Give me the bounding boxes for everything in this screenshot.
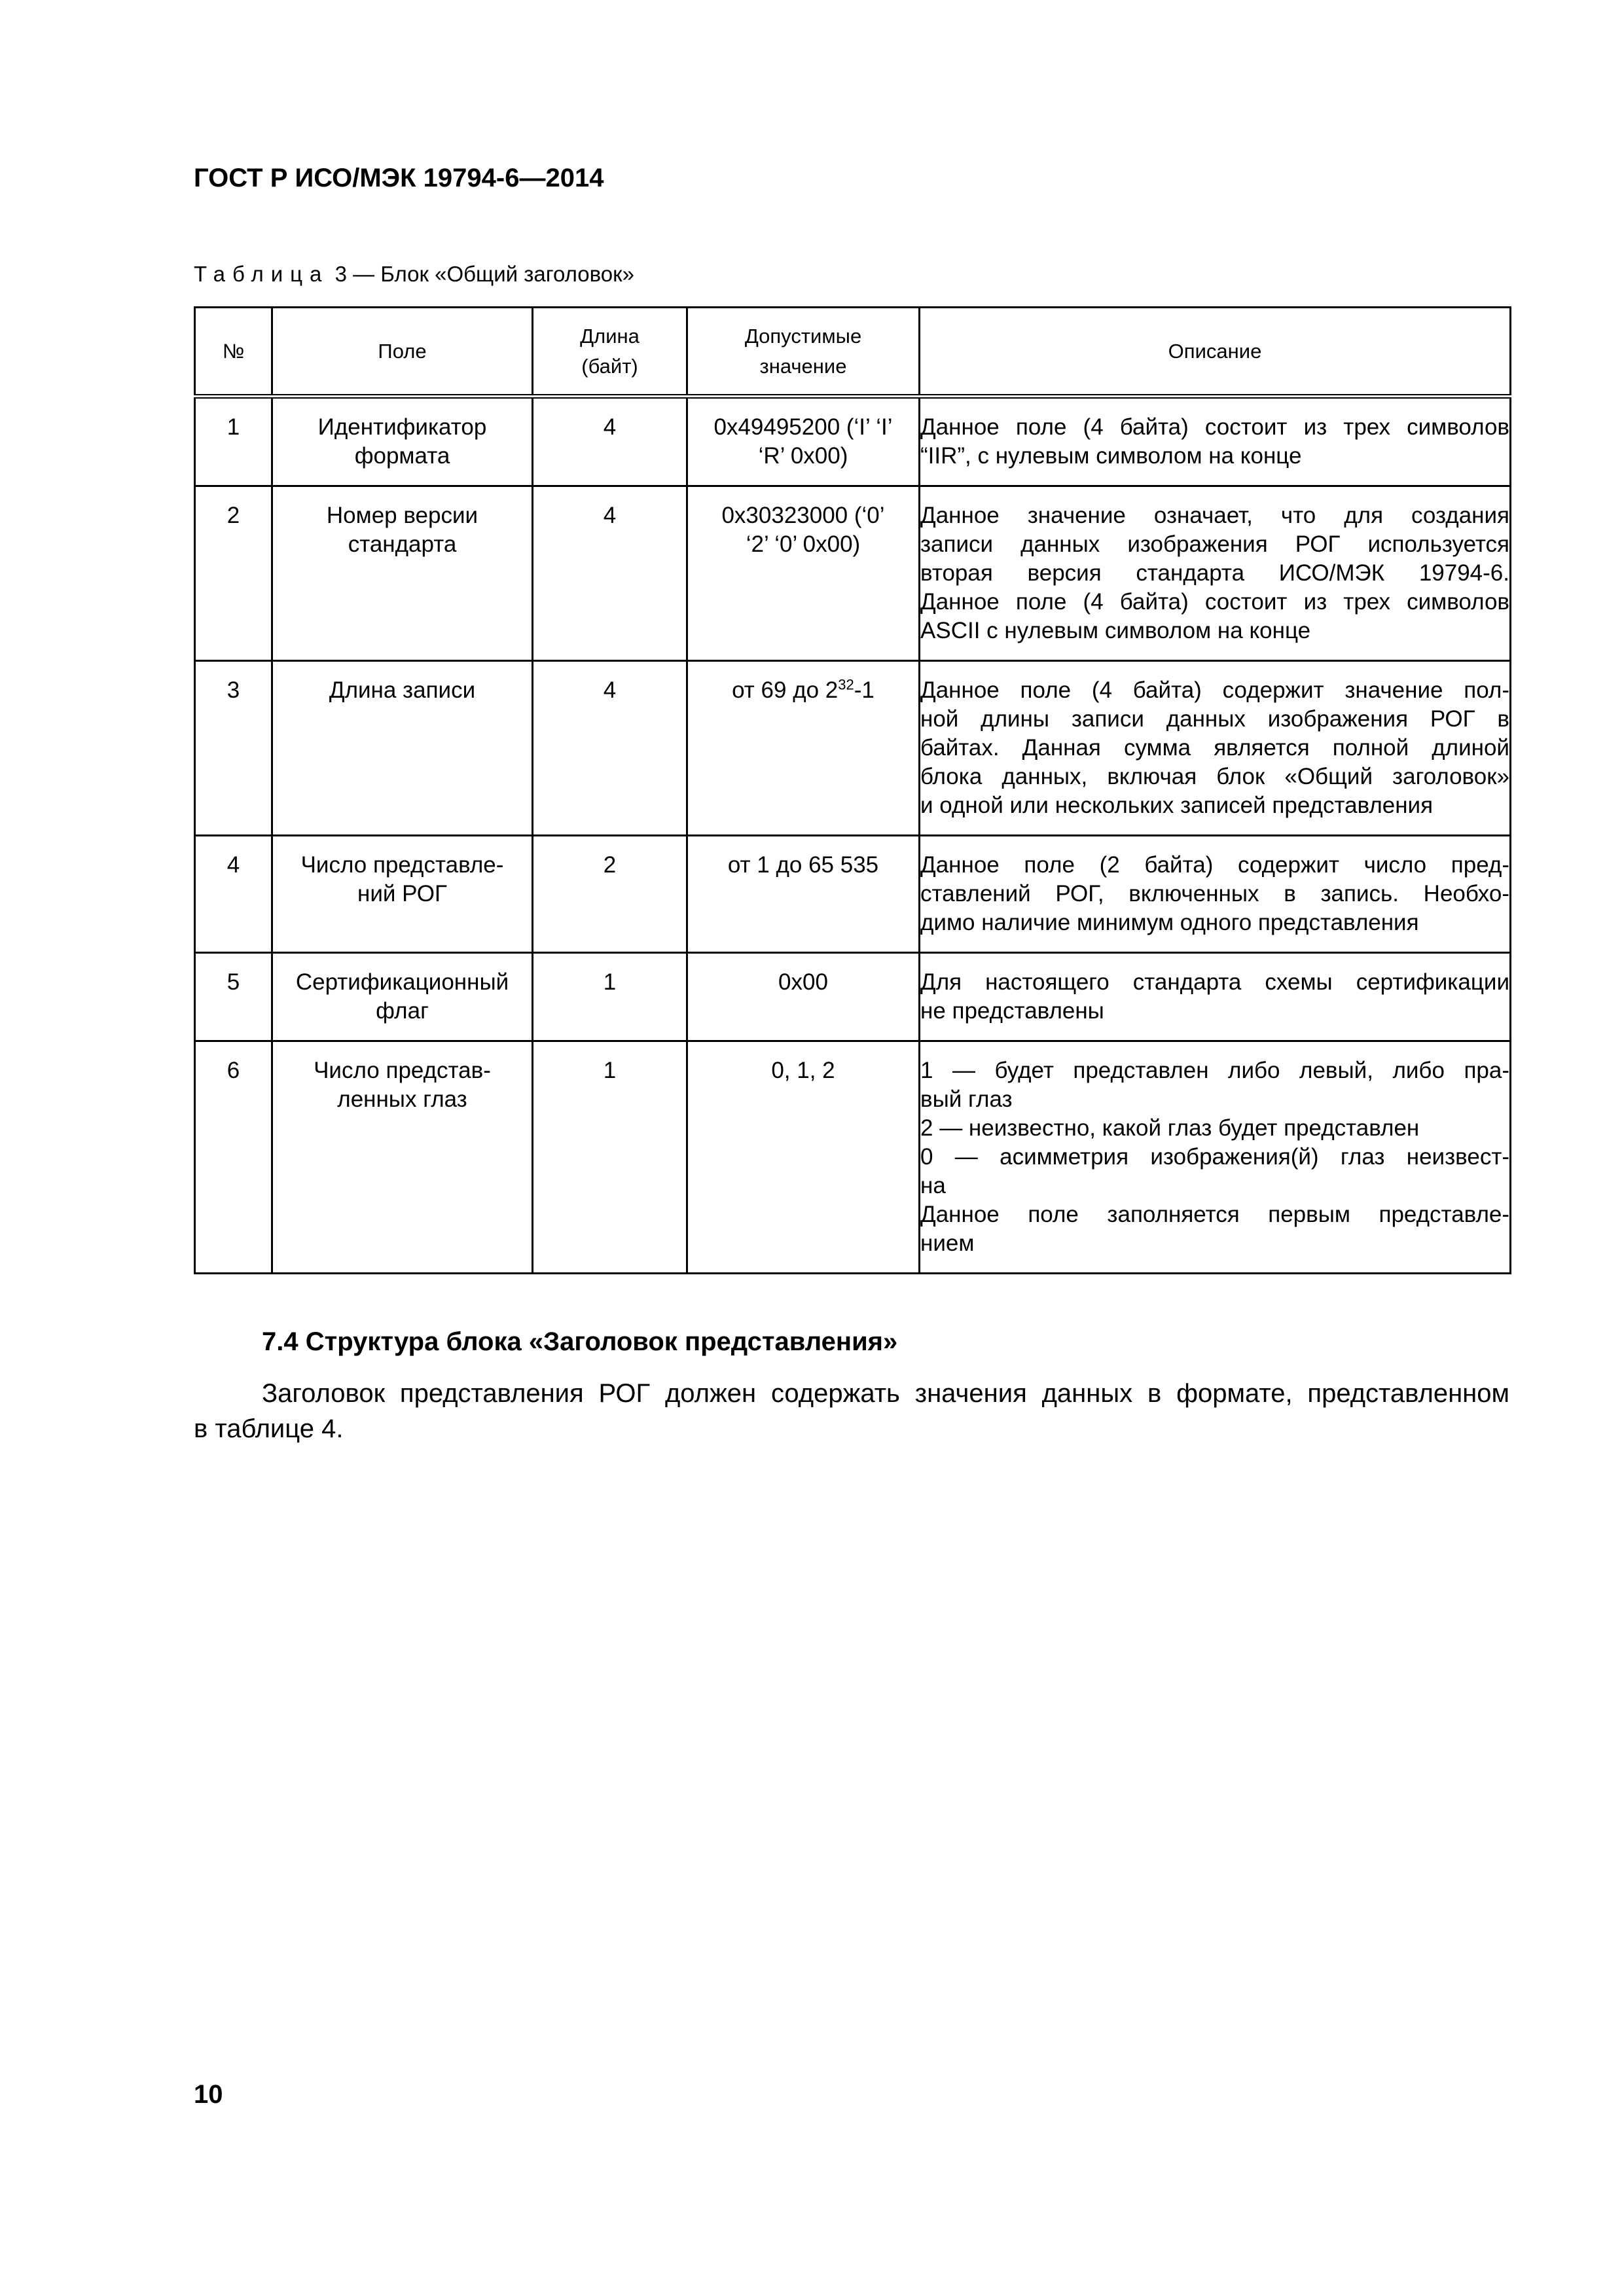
cell-field bbox=[272, 661, 533, 836]
table-caption-word: Таблица bbox=[194, 262, 329, 286]
cell-value-line: 0x00 bbox=[778, 969, 828, 995]
column-header-values-line2: значение bbox=[759, 354, 847, 378]
cell-description bbox=[920, 661, 1511, 836]
cell-description-line: ASCII с нулевым символом на конце bbox=[920, 618, 1311, 643]
cell-length: 4 bbox=[533, 661, 687, 836]
column-header-length-line1: Длина bbox=[580, 324, 640, 348]
cell-description bbox=[920, 953, 1511, 1041]
cell-value-line: ‘2’ ‘0’ 0x00) bbox=[746, 531, 861, 557]
cell-field-line: Число представле- bbox=[300, 852, 504, 878]
cell-description-line: байтах. Данная сумма является полной длиной bbox=[920, 735, 1509, 761]
cell-field-line: ленных глаз bbox=[337, 1086, 467, 1112]
cell-length: 4 bbox=[533, 486, 687, 661]
cell-value-line: 0x30323000 (‘0’ bbox=[721, 503, 885, 528]
document-header: ГОСТ Р ИСО/МЭК 19794-6—2014 bbox=[194, 164, 604, 192]
cell-value-prefix: от 69 до 2 bbox=[732, 677, 839, 703]
cell-field-line: ний РОГ bbox=[357, 881, 447, 906]
section-paragraph bbox=[194, 1376, 1509, 1446]
cell-value bbox=[687, 486, 920, 661]
table-row bbox=[195, 1041, 1511, 1274]
table-row bbox=[195, 486, 1511, 661]
cell-length: 1 bbox=[533, 953, 687, 1041]
cell-value-line: от 1 до 65 535 bbox=[727, 852, 879, 878]
page-number: 10 bbox=[194, 2080, 223, 2109]
cell-field bbox=[272, 397, 533, 486]
cell-value bbox=[687, 953, 920, 1041]
cell-field bbox=[272, 953, 533, 1041]
cell-description-line: ной длины записи данных изображения РОГ в bbox=[920, 706, 1509, 732]
cell-length: 2 bbox=[533, 836, 687, 953]
cell-description-line: и одной или нескольких записей представления bbox=[920, 793, 1434, 818]
cell-description-line: Для настоящего стандарта схемы сертификации bbox=[920, 969, 1509, 995]
cell-field-line: Число представ- bbox=[314, 1058, 491, 1083]
cell-description-line: 2 — неизвестно, какой глаз будет представлен bbox=[920, 1115, 1420, 1141]
cell-description-line: блока данных, включая блок «Общий заголовок» bbox=[920, 764, 1509, 789]
cell-field bbox=[272, 1041, 533, 1274]
cell-field-line: Длина записи bbox=[329, 677, 476, 703]
cell-num: 6 bbox=[195, 1041, 272, 1274]
cell-description bbox=[920, 836, 1511, 953]
cell-field-line: Идентификатор bbox=[317, 414, 487, 440]
cell-value bbox=[687, 836, 920, 953]
cell-description-line: Данное поле (4 байта) состоит из трех символов bbox=[920, 589, 1509, 615]
cell-num: 4 bbox=[195, 836, 272, 953]
table-row bbox=[195, 836, 1511, 953]
cell-description-line: Данное поле заполняется первым представле- bbox=[920, 1202, 1509, 1227]
cell-description-line: Данное поле (4 байта) содержит значение пол- bbox=[920, 677, 1509, 703]
cell-value-line: ‘R’ 0x00) bbox=[758, 443, 848, 469]
paragraph-line: Заголовок представления РОГ должен содержать значения данных в формате, представленном bbox=[262, 1379, 1509, 1408]
table-row bbox=[195, 661, 1511, 836]
cell-field-line: стандарта bbox=[348, 531, 457, 557]
cell-description-line: ставлений РОГ, включенных в запись. Необхо- bbox=[920, 881, 1509, 906]
table-header-row bbox=[195, 308, 1511, 397]
cell-description-line: записи данных изображения РОГ используется bbox=[920, 531, 1509, 557]
cell-length: 4 bbox=[533, 397, 687, 486]
table-caption bbox=[194, 262, 634, 287]
cell-value-exponent: 32 bbox=[838, 676, 854, 693]
cell-length: 1 bbox=[533, 1041, 687, 1274]
cell-description-line: на bbox=[920, 1173, 946, 1198]
cell-description-line: 0 — асимметрия изображения(й) глаз неизвест- bbox=[920, 1144, 1509, 1170]
general-header-table bbox=[194, 306, 1511, 1274]
cell-description-line: вторая версия стандарта ИСО/МЭК 19794-6. bbox=[920, 560, 1509, 586]
cell-description-line: нием bbox=[920, 1230, 975, 1256]
cell-value-line: 0, 1, 2 bbox=[771, 1058, 835, 1083]
cell-num: 2 bbox=[195, 486, 272, 661]
cell-value bbox=[687, 661, 920, 836]
column-header-num: № bbox=[195, 308, 272, 397]
table-caption-text: 3 — Блок «Общий заголовок» bbox=[334, 262, 634, 286]
column-header-length-line2: (байт) bbox=[581, 354, 638, 378]
cell-description-line: вый глаз bbox=[920, 1086, 1013, 1112]
cell-description-line: Данное поле (2 байта) содержит число пред- bbox=[920, 852, 1509, 878]
cell-num: 3 bbox=[195, 661, 272, 836]
cell-description-line: Данное поле (4 байта) состоит из трех символов bbox=[920, 414, 1509, 440]
cell-description-line: не представлены bbox=[920, 998, 1104, 1024]
cell-value-suffix: -1 bbox=[854, 677, 875, 703]
column-header-field: Поле bbox=[272, 308, 533, 397]
cell-description-line: димо наличие минимум одного представления bbox=[920, 910, 1419, 935]
column-header-length bbox=[533, 308, 687, 397]
cell-description-line: Данное значение означает, что для создания bbox=[920, 503, 1509, 528]
section-heading: 7.4 Структура блока «Заголовок представления» bbox=[262, 1327, 898, 1356]
cell-description bbox=[920, 486, 1511, 661]
cell-field bbox=[272, 836, 533, 953]
column-header-description: Описание bbox=[920, 308, 1511, 397]
table-row bbox=[195, 397, 1511, 486]
cell-field-line: флаг bbox=[376, 998, 429, 1024]
cell-value bbox=[687, 397, 920, 486]
column-header-values bbox=[687, 308, 920, 397]
cell-field-line: Номер версии bbox=[326, 503, 478, 528]
cell-description-line: 1 — будет представлен либо левый, либо пра- bbox=[920, 1058, 1509, 1083]
cell-field-line: Сертификационный bbox=[295, 969, 509, 995]
column-header-values-line1: Допустимые bbox=[744, 324, 862, 348]
cell-description bbox=[920, 1041, 1511, 1274]
table-row bbox=[195, 953, 1511, 1041]
cell-value-line: 0x49495200 (‘I’ ‘I’ bbox=[713, 414, 893, 440]
cell-field bbox=[272, 486, 533, 661]
cell-num: 1 bbox=[195, 397, 272, 486]
cell-value bbox=[687, 1041, 920, 1274]
cell-description bbox=[920, 397, 1511, 486]
cell-num: 5 bbox=[195, 953, 272, 1041]
paragraph-line: в таблице 4. bbox=[194, 1414, 344, 1443]
cell-field-line: формата bbox=[354, 443, 450, 469]
cell-description-line: “IIR”, с нулевым символом на конце bbox=[920, 443, 1302, 469]
